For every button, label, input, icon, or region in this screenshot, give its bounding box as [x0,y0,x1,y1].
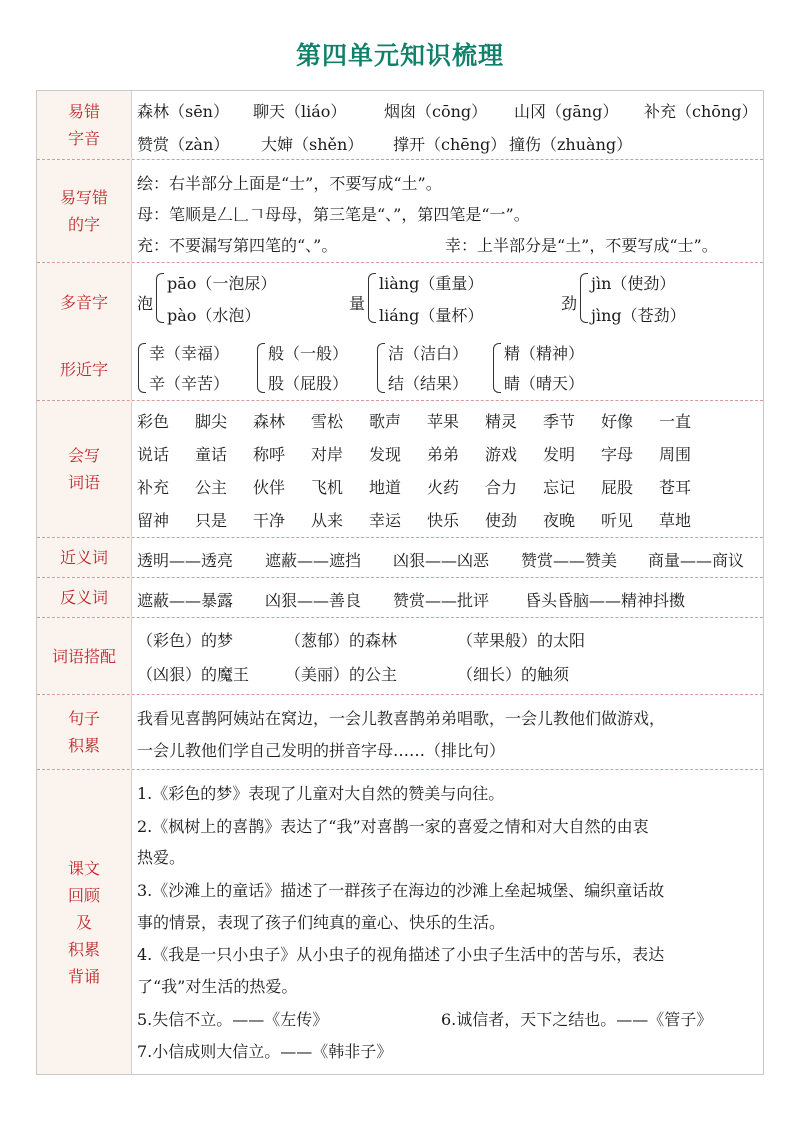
brace-icon [257,343,265,393]
collocation: （苹果般）的太阳 [457,631,586,650]
collocation: （凶狠）的魔王 [137,665,250,684]
word-item: 忘记 [543,478,576,497]
word-item: 草地 [659,511,692,530]
word-item: 伙伴 [253,478,286,497]
section-label: 反义词 [37,578,132,617]
text-line: 3.《沙滩上的童话》描述了一群孩子在海边的沙滩上垒起城堡、编织童话故 [137,881,665,900]
word-item: 字母 [601,445,634,464]
word-pair: 赞赏——批评 [393,591,490,610]
word-item: 季节 [543,412,576,431]
section-label: 近义词 [37,538,132,577]
pinyin-item: 烟囱（cōng） [384,102,488,121]
word-item: 彩色 [137,412,170,431]
word-item: 只是 [195,511,228,530]
brace-icon [138,343,146,393]
text-line: 热爱。 [137,848,186,867]
section-fanyi [37,578,763,618]
word-item: 屁股 [601,478,634,497]
section-content [137,263,759,400]
section-content [137,578,759,617]
section-label-duoyin: 多音字 [59,293,108,312]
word-item: 发现 [369,445,402,464]
text-line: 5.失信不立。——《左传》 [137,1010,329,1029]
pinyin-item: 撑开（chēng） [393,135,507,154]
section-content [137,695,759,769]
section-content [137,91,759,159]
word-item: 飞机 [311,478,344,497]
word-item: 苍耳 [659,478,692,497]
word-pair: 遮蔽——遮挡 [265,551,362,570]
text-line: 4.《我是一只小虫子》从小虫子的视角描述了小虫子生活中的苦与乐，表达 [137,945,665,964]
polyphone-reading: liáng（量杯） [379,306,484,325]
pinyin-item: 聊天（liáo） [253,102,347,121]
word-grid [137,401,759,537]
polyphone-reading: pāo（一泡尿） [167,274,277,293]
section-label: 易写错 的字 [37,160,132,262]
polyphone-reading: liàng（重量） [379,274,484,293]
word-item: 苹果 [427,412,460,431]
brace-icon [580,273,588,323]
section-content [137,160,759,262]
word-item: 称呼 [253,445,286,464]
section-label: 易错 字音 [37,91,132,159]
text-line: 1.《彩色的梦》表现了儿童对大自然的赞美与向往。 [137,784,505,803]
polyphone-char: 劲 [561,294,578,313]
page-title: 第四单元知识梳理 [295,41,504,70]
collocation: （彩色）的梦 [137,631,234,650]
text-line: 充：不要漏写第四笔的“、”。 [137,236,338,255]
word-pair: 赞赏——赞美 [521,551,618,570]
text-line: 6.诚信者，天下之结也。——《管子》 [441,1010,713,1029]
polyphone-char: 泡 [137,294,154,313]
word-pair: 昏头昏脑——精神抖擞 [525,591,686,610]
word-item: 夜晚 [543,511,576,530]
text-line: 我看见喜鹊阿姨站在窝边，一会儿教喜鹊弟弟唱歌，一会儿教他们做游戏， [137,709,666,728]
brace-icon [377,343,385,393]
section-content [137,618,759,694]
polyphone-reading: pào（水泡） [167,306,261,325]
word-item: 从来 [311,511,344,530]
brace-icon [156,273,164,323]
similar-char: 洁（洁白） [388,344,469,363]
text-line: 事的情景，表现了孩子们纯真的童心、快乐的生活。 [137,913,506,932]
collocation: （葱郁）的森林 [285,631,398,650]
text-line: 幸：上半部分是“土”，不要写成“士”。 [445,236,718,255]
polyphone-reading: jìn（使劲） [591,274,676,293]
section-content [137,538,759,577]
similar-char: 辛（辛苦） [149,374,230,393]
similar-char: 睛（晴天） [504,374,585,393]
word-item: 发明 [543,445,576,464]
similar-char: 精（精神） [504,344,585,363]
word-item: 地道 [369,478,402,497]
text-line: 绘：右半部分上面是“士”，不要写成“土”。 [137,174,442,193]
word-item: 脚尖 [195,412,228,431]
word-item: 周围 [659,445,692,464]
section-jinyi [37,538,763,578]
word-item: 雪松 [311,412,344,431]
similar-char: 股（屁股） [268,374,349,393]
word-item: 公主 [195,478,228,497]
similar-char: 幸（幸福） [149,344,230,363]
collocation: （美丽）的公主 [285,665,398,684]
word-pair: 遮蔽——暴露 [137,591,234,610]
pinyin-item: 赞赏（zàn） [137,135,230,154]
section-yixie-cuo [37,160,763,263]
text-line: 母：笔顺是𠃋𠃊𠃍母母，第三笔是“、”，第四笔是“一”。 [137,205,530,224]
text-line: 了“我”对生活的热爱。 [137,977,298,996]
word-item: 合力 [485,478,518,497]
knowledge-table [36,90,764,1075]
section-juzi [37,695,763,770]
word-item: 听见 [601,511,634,530]
section-label: 句子 积累 [37,695,132,769]
pinyin-item: 山冈（gāng） [514,102,619,121]
word-item: 对岸 [311,445,344,464]
word-item: 幸运 [369,511,402,530]
section-duoyin-xingjin [37,263,763,401]
word-item: 童话 [195,445,228,464]
word-item: 好像 [601,412,634,431]
collocation: （细长）的触须 [457,665,570,684]
word-item: 补充 [137,478,170,497]
brace-icon [493,343,501,393]
word-item: 使劲 [485,511,518,530]
section-content [137,770,759,1074]
text-line: 7.小信成则大信立。——《韩非子》 [137,1042,393,1061]
word-item: 干净 [253,511,286,530]
word-item: 精灵 [485,412,518,431]
word-pair: 凶狠——凶恶 [393,551,490,570]
section-label-xingjin: 形近字 [59,360,108,379]
word-item: 一直 [659,412,692,431]
brace-icon [368,273,376,323]
word-item: 快乐 [427,511,460,530]
polyphone-char: 量 [349,294,366,313]
pinyin-item: 补充（chōng） [644,102,758,121]
word-pair: 商量——商议 [648,551,745,570]
section-label: 会写 词语 [37,401,132,537]
word-pair: 凶狠——善良 [265,591,362,610]
word-item: 说话 [137,445,170,464]
text-line: 2.《枫树上的喜鹊》表达了“我”对喜鹊一家的喜爱之情和对大自然的由衷 [137,817,649,836]
pinyin-item: 大婶（shěn） [261,135,364,154]
similar-char: 般（一般） [268,344,349,363]
pinyin-item: 森林（sēn） [137,102,229,121]
section-yicuo-ziyin [37,91,763,160]
text-line: 一会儿教他们学自己发明的拼音字母……（排比句） [137,741,506,760]
section-label: 课文 回顾 及 积累 背诵 [37,770,132,1074]
word-item: 歌声 [369,412,402,431]
section-label: 词语搭配 [37,618,132,694]
word-pair: 透明——透亮 [137,551,234,570]
section-dapei [37,618,763,695]
word-item: 森林 [253,412,286,431]
word-item: 游戏 [485,445,518,464]
section-huixie [37,401,763,538]
polyphone-reading: jìng（苍劲） [591,306,686,325]
pinyin-item: 撞伤（zhuàng） [509,135,633,154]
word-item: 留神 [137,511,170,530]
word-item: 弟弟 [427,445,460,464]
similar-char: 结（结果） [388,374,469,393]
word-item: 火药 [427,478,460,497]
section-kewen [37,770,763,1074]
